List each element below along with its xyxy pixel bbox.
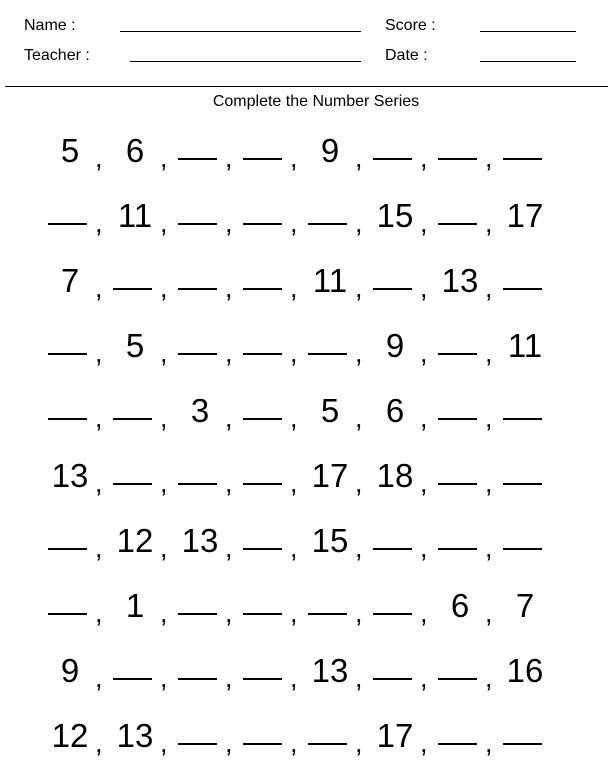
answer-blank-line	[438, 678, 477, 680]
series-number-text: 11	[117, 197, 153, 234]
series-number	[306, 450, 354, 500]
series-separator: ,	[95, 273, 103, 303]
answer-blank-line	[503, 418, 542, 420]
answer-blank-line	[438, 743, 477, 745]
series-row	[0, 320, 612, 370]
series-separator: ,	[95, 533, 103, 563]
series-number-text: 13	[441, 262, 479, 299]
score-label: Score :	[385, 17, 436, 34]
answer-blank-line	[438, 353, 477, 355]
series-number	[371, 320, 419, 370]
answer-blank-line	[243, 743, 282, 745]
series-number-text: 15	[376, 197, 414, 234]
series-number-text: 6	[385, 392, 405, 429]
answer-blank	[241, 450, 289, 500]
answer-blank	[501, 255, 549, 305]
series-separator: ,	[225, 403, 233, 433]
series-separator: ,	[355, 728, 363, 758]
series-number-text: 13	[181, 522, 219, 559]
series-separator: ,	[225, 468, 233, 498]
answer-blank-line	[113, 288, 152, 290]
series-separator: ,	[420, 208, 428, 238]
series-separator: ,	[95, 143, 103, 173]
answer-blank-line	[178, 483, 217, 485]
series-number	[46, 125, 94, 175]
series-separator: ,	[290, 533, 298, 563]
answer-blank	[176, 710, 224, 760]
answer-blank-line	[48, 223, 87, 225]
series-number	[501, 580, 549, 630]
series-separator: ,	[355, 598, 363, 628]
series-separator: ,	[160, 598, 168, 628]
answer-blank	[46, 515, 94, 565]
answer-blank	[371, 515, 419, 565]
series-number-text: 17	[311, 457, 349, 494]
series-separator: ,	[290, 663, 298, 693]
answer-blank-line	[178, 158, 217, 160]
series-separator: ,	[95, 598, 103, 628]
series-separator: ,	[355, 208, 363, 238]
answer-blank	[241, 255, 289, 305]
answer-blank	[176, 450, 224, 500]
answer-blank	[501, 515, 549, 565]
answer-blank-line	[373, 548, 412, 550]
series-separator: ,	[485, 403, 493, 433]
series-number-text: 13	[51, 457, 89, 494]
series-separator: ,	[95, 338, 103, 368]
answer-blank	[371, 645, 419, 695]
answer-blank-line	[48, 353, 87, 355]
answer-blank-line	[243, 223, 282, 225]
answer-blank	[46, 320, 94, 370]
series-number	[371, 450, 419, 500]
series-number	[176, 515, 224, 565]
series-number	[111, 515, 159, 565]
series-row	[0, 645, 612, 695]
series-number	[111, 125, 159, 175]
series-separator: ,	[95, 403, 103, 433]
answer-blank-line	[308, 223, 347, 225]
series-number-text: 1	[125, 587, 145, 624]
series-separator: ,	[420, 143, 428, 173]
series-separator: ,	[420, 533, 428, 563]
series-separator: ,	[485, 143, 493, 173]
answer-blank	[436, 385, 484, 435]
answer-blank	[111, 450, 159, 500]
answer-blank	[371, 255, 419, 305]
answer-blank	[436, 450, 484, 500]
answer-blank-line	[373, 158, 412, 160]
series-number-text: 17	[506, 197, 544, 234]
answer-blank-line	[48, 613, 87, 615]
answer-blank	[111, 255, 159, 305]
series-number	[111, 580, 159, 630]
series-separator: ,	[355, 468, 363, 498]
series-separator: ,	[420, 663, 428, 693]
series-separator: ,	[485, 208, 493, 238]
series-separator: ,	[355, 273, 363, 303]
answer-blank-line	[438, 223, 477, 225]
answer-blank-line	[243, 613, 282, 615]
answer-blank-line	[438, 548, 477, 550]
answer-blank	[371, 580, 419, 630]
series-separator: ,	[290, 728, 298, 758]
series-separator: ,	[290, 208, 298, 238]
series-number-text: 5	[125, 327, 145, 364]
series-row	[0, 255, 612, 305]
series-separator: ,	[160, 533, 168, 563]
series-separator: ,	[225, 273, 233, 303]
series-number-text: 18	[376, 457, 414, 494]
series-separator: ,	[160, 663, 168, 693]
answer-blank	[436, 645, 484, 695]
answer-blank	[501, 385, 549, 435]
series-separator: ,	[355, 403, 363, 433]
answer-blank-line	[373, 288, 412, 290]
answer-blank	[176, 580, 224, 630]
answer-blank	[241, 190, 289, 240]
series-separator: ,	[355, 338, 363, 368]
series-number	[371, 385, 419, 435]
answer-blank	[241, 320, 289, 370]
answer-blank-line	[48, 418, 87, 420]
answer-blank-line	[178, 613, 217, 615]
series-separator: ,	[160, 403, 168, 433]
series-separator: ,	[420, 598, 428, 628]
answer-blank	[306, 580, 354, 630]
answer-blank	[436, 190, 484, 240]
series-number-text: 5	[60, 132, 80, 169]
teacher-label: Teacher :	[24, 47, 90, 64]
series-number-text: 13	[311, 652, 349, 689]
series-separator: ,	[355, 143, 363, 173]
answer-blank-line	[243, 548, 282, 550]
answer-blank-line	[438, 483, 477, 485]
series-separator: ,	[160, 468, 168, 498]
series-number	[436, 255, 484, 305]
series-row	[0, 515, 612, 565]
series-separator: ,	[485, 533, 493, 563]
answer-blank	[111, 385, 159, 435]
series-number-text: 5	[320, 392, 340, 429]
answer-blank	[501, 710, 549, 760]
answer-blank-line	[113, 483, 152, 485]
series-number	[501, 645, 549, 695]
series-number-text: 9	[385, 327, 405, 364]
answer-blank-line	[178, 353, 217, 355]
answer-blank-line	[48, 548, 87, 550]
series-separator: ,	[225, 208, 233, 238]
series-separator: ,	[485, 273, 493, 303]
series-separator: ,	[355, 663, 363, 693]
answer-blank	[176, 320, 224, 370]
series-number-text: 11	[312, 262, 348, 299]
series-number-text: 11	[507, 327, 543, 364]
answer-blank	[241, 580, 289, 630]
series-separator: ,	[355, 533, 363, 563]
series-number-text: 16	[506, 652, 544, 689]
series-number	[111, 320, 159, 370]
series-separator: ,	[225, 143, 233, 173]
answer-blank-line	[178, 743, 217, 745]
answer-blank-line	[503, 288, 542, 290]
series-number-text: 9	[60, 652, 80, 689]
series-number-text: 3	[190, 392, 210, 429]
series-number-text: 15	[311, 522, 349, 559]
series-number	[306, 645, 354, 695]
series-number	[176, 385, 224, 435]
answer-blank-line	[503, 483, 542, 485]
series-number-text: 6	[125, 132, 145, 169]
series-number-text: 7	[60, 262, 80, 299]
series-row	[0, 190, 612, 240]
answer-blank-line	[243, 678, 282, 680]
answer-blank-line	[113, 418, 152, 420]
series-row	[0, 580, 612, 630]
series-number	[46, 450, 94, 500]
series-row	[0, 450, 612, 500]
answer-blank	[46, 580, 94, 630]
answer-blank	[436, 710, 484, 760]
answer-blank	[501, 450, 549, 500]
answer-blank	[176, 190, 224, 240]
answer-blank-line	[178, 288, 217, 290]
series-separator: ,	[95, 208, 103, 238]
answer-blank-line	[243, 158, 282, 160]
answer-blank-line	[438, 418, 477, 420]
series-separator: ,	[160, 273, 168, 303]
series-separator: ,	[225, 533, 233, 563]
series-separator: ,	[225, 598, 233, 628]
series-number	[306, 515, 354, 565]
answer-blank-line	[243, 353, 282, 355]
series-number	[46, 645, 94, 695]
series-separator: ,	[420, 728, 428, 758]
series-number	[436, 580, 484, 630]
worksheet-title: Complete the Number Series	[212, 93, 420, 110]
series-separator: ,	[160, 728, 168, 758]
series-separator: ,	[420, 338, 428, 368]
answer-blank	[241, 710, 289, 760]
answer-blank	[371, 125, 419, 175]
answer-blank	[111, 645, 159, 695]
series-number	[111, 190, 159, 240]
series-separator: ,	[485, 663, 493, 693]
series-separator: ,	[95, 468, 103, 498]
series-separator: ,	[420, 403, 428, 433]
answer-blank-line	[178, 223, 217, 225]
series-separator: ,	[290, 403, 298, 433]
answer-blank	[241, 385, 289, 435]
answer-blank-line	[243, 288, 282, 290]
series-separator: ,	[485, 728, 493, 758]
series-number	[111, 710, 159, 760]
series-number	[306, 125, 354, 175]
series-separator: ,	[485, 338, 493, 368]
answer-blank	[46, 190, 94, 240]
answer-blank	[306, 320, 354, 370]
series-row	[0, 710, 612, 760]
answer-blank-line	[503, 743, 542, 745]
series-row	[0, 385, 612, 435]
series-number	[306, 385, 354, 435]
answer-blank	[176, 645, 224, 695]
series-number-text: 9	[320, 132, 340, 169]
series-number	[501, 190, 549, 240]
answer-blank-line	[438, 158, 477, 160]
answer-blank	[501, 125, 549, 175]
answer-blank	[241, 125, 289, 175]
answer-blank-line	[243, 483, 282, 485]
series-number	[501, 320, 549, 370]
answer-blank	[176, 125, 224, 175]
series-separator: ,	[160, 338, 168, 368]
series-separator: ,	[225, 663, 233, 693]
answer-blank-line	[503, 548, 542, 550]
series-separator: ,	[290, 273, 298, 303]
series-separator: ,	[225, 338, 233, 368]
answer-blank	[176, 255, 224, 305]
series-separator: ,	[95, 728, 103, 758]
series-separator: ,	[485, 598, 493, 628]
answer-blank	[306, 190, 354, 240]
series-separator: ,	[160, 143, 168, 173]
series-separator: ,	[420, 273, 428, 303]
series-number	[371, 710, 419, 760]
answer-blank	[241, 515, 289, 565]
answer-blank	[436, 320, 484, 370]
series-separator: ,	[290, 468, 298, 498]
series-separator: ,	[95, 663, 103, 693]
series-separator: ,	[160, 208, 168, 238]
answer-blank	[306, 710, 354, 760]
answer-blank-line	[308, 743, 347, 745]
series-number	[46, 255, 94, 305]
answer-blank-line	[308, 613, 347, 615]
series-number-text: 12	[116, 522, 154, 559]
series-separator: ,	[420, 468, 428, 498]
series-separator: ,	[290, 338, 298, 368]
answer-blank-line	[308, 353, 347, 355]
answer-blank-line	[373, 613, 412, 615]
series-number	[306, 255, 354, 305]
series-number-text: 13	[116, 717, 154, 754]
date-label: Date :	[385, 47, 428, 64]
answer-blank-line	[243, 418, 282, 420]
series-separator: ,	[225, 728, 233, 758]
series-separator: ,	[290, 598, 298, 628]
answer-blank-line	[113, 678, 152, 680]
answer-blank	[436, 125, 484, 175]
answer-blank-line	[373, 678, 412, 680]
series-separator: ,	[290, 143, 298, 173]
series-number	[371, 190, 419, 240]
answer-blank-line	[178, 678, 217, 680]
answer-blank	[241, 645, 289, 695]
series-number-text: 7	[515, 587, 535, 624]
series-row	[0, 125, 612, 175]
answer-blank-line	[503, 158, 542, 160]
series-number-text: 12	[51, 717, 89, 754]
series-separator: ,	[485, 468, 493, 498]
answer-blank	[436, 515, 484, 565]
series-number	[46, 710, 94, 760]
answer-blank	[46, 385, 94, 435]
name-label: Name :	[24, 17, 76, 34]
series-number-text: 17	[376, 717, 414, 754]
series-number-text: 6	[450, 587, 470, 624]
